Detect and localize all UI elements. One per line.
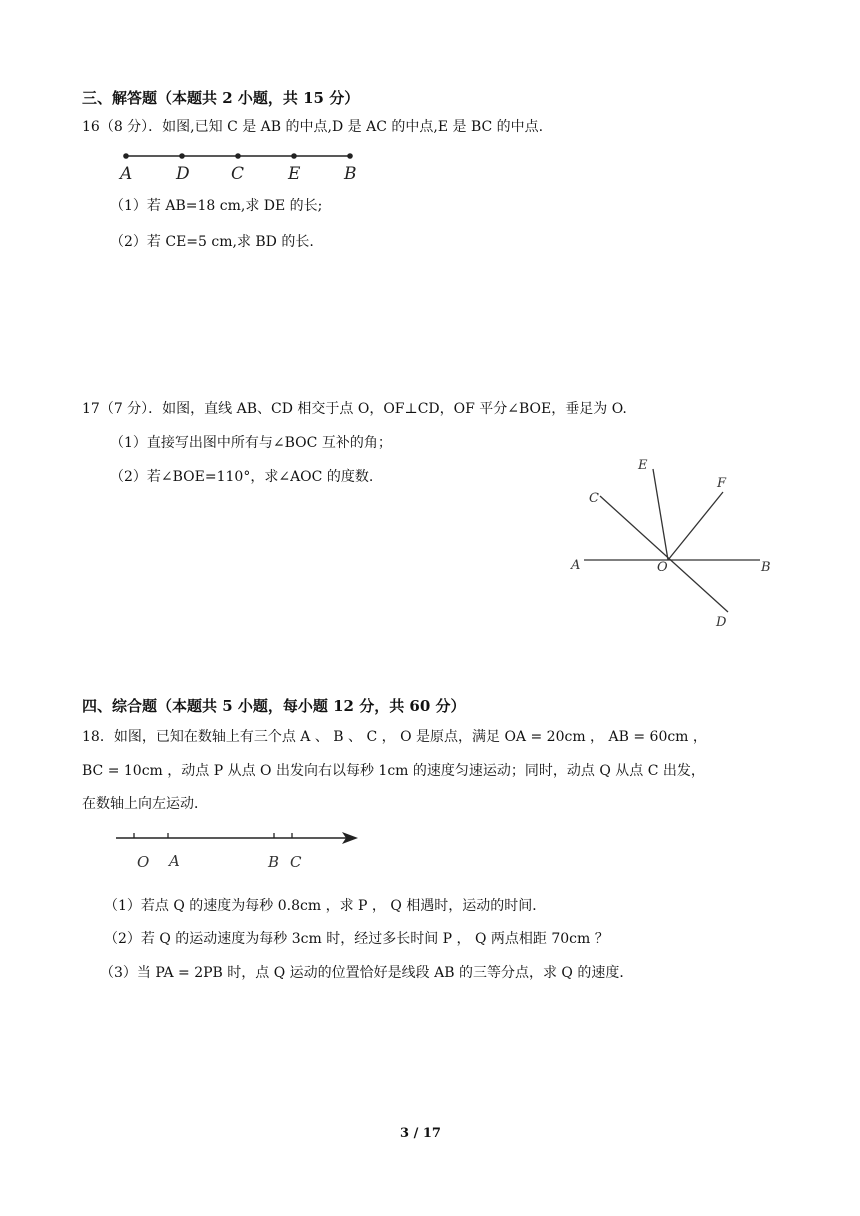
page-number: 3 / 17 (400, 1126, 441, 1141)
label-f: F (717, 476, 727, 491)
q16-sub2: （2）若 CE=5 cm,求 BD 的长. (110, 234, 314, 250)
q18-line1: 18．如图，已知在数轴上有三个点 A 、 B 、 C ， O 是原点，满足 OA = 20cm ， AB = 60cm ， (82, 729, 707, 745)
q17-sub1: （1）直接写出图中所有与∠BOC 互补的角； (110, 435, 392, 451)
label-b: B (268, 853, 280, 871)
label-b: B (344, 164, 357, 184)
section-3-title: 三、解答题（本题共 2 小题，共 15 分） (82, 89, 360, 107)
point-b-dot (347, 153, 353, 159)
label-c: C (589, 491, 599, 506)
q18-line2: BC = 10cm ，动点 P 从点 O 出发向右以每秒 1cm 的速度匀速运动；同时，动点 Q 从点 C 出发， (82, 763, 705, 779)
point-d-dot (179, 153, 185, 159)
label-c: C (231, 164, 245, 184)
label-c: C (290, 853, 302, 871)
label-d: D (716, 615, 727, 630)
label-a: A (120, 164, 133, 184)
point-c-dot (235, 153, 241, 159)
q18-sub1: （1）若点 Q 的速度为每秒 0.8cm ，求 P ， Q 相遇时，运动的时间． (104, 898, 547, 914)
label-a: A (169, 852, 180, 870)
q18-line3: 在数轴上向左运动． (82, 796, 208, 812)
q16-sub1: （1）若 AB=18 cm,求 DE 的长; (110, 198, 323, 214)
q18-sub3: （3）当 PA = 2PB 时，点 Q 运动的位置恰好是线段 AB 的三等分点，求 Q 的速度． (100, 965, 634, 981)
q16-stem: 16（8 分）．如图,已知 C 是 AB 的中点,D 是 AC 的中点,E 是 BC 的中点. (82, 119, 544, 135)
line-cd (600, 496, 728, 612)
q17-angle-figure (560, 452, 790, 637)
q16-segment-figure (110, 146, 370, 186)
section-4-title: 四、综合题（本题共 5 小题，每小题 12 分，共 60 分） (82, 697, 466, 715)
label-a: A (571, 558, 581, 573)
ray-of (668, 492, 723, 560)
label-b: B (761, 560, 771, 575)
q18-number-line-figure (110, 826, 365, 874)
label-e: E (288, 164, 301, 184)
label-o: O (137, 853, 150, 871)
point-e-dot (291, 153, 297, 159)
label-d: D (176, 164, 190, 184)
point-a-dot (123, 153, 129, 159)
q17-stem: 17（7 分）．如图，直线 AB、CD 相交于点 O，OF⊥CD，OF 平分∠BOE，垂足为 O. (82, 401, 627, 417)
label-o: O (657, 560, 668, 575)
q18-sub2: （2）若 Q 的运动速度为每秒 3cm 时，经过多长时间 P ， Q 两点相距 70cm ？ (104, 931, 609, 947)
q17-sub2: （2）若∠BOE=110°，求∠AOC 的度数. (110, 469, 374, 485)
label-e: E (638, 458, 648, 473)
